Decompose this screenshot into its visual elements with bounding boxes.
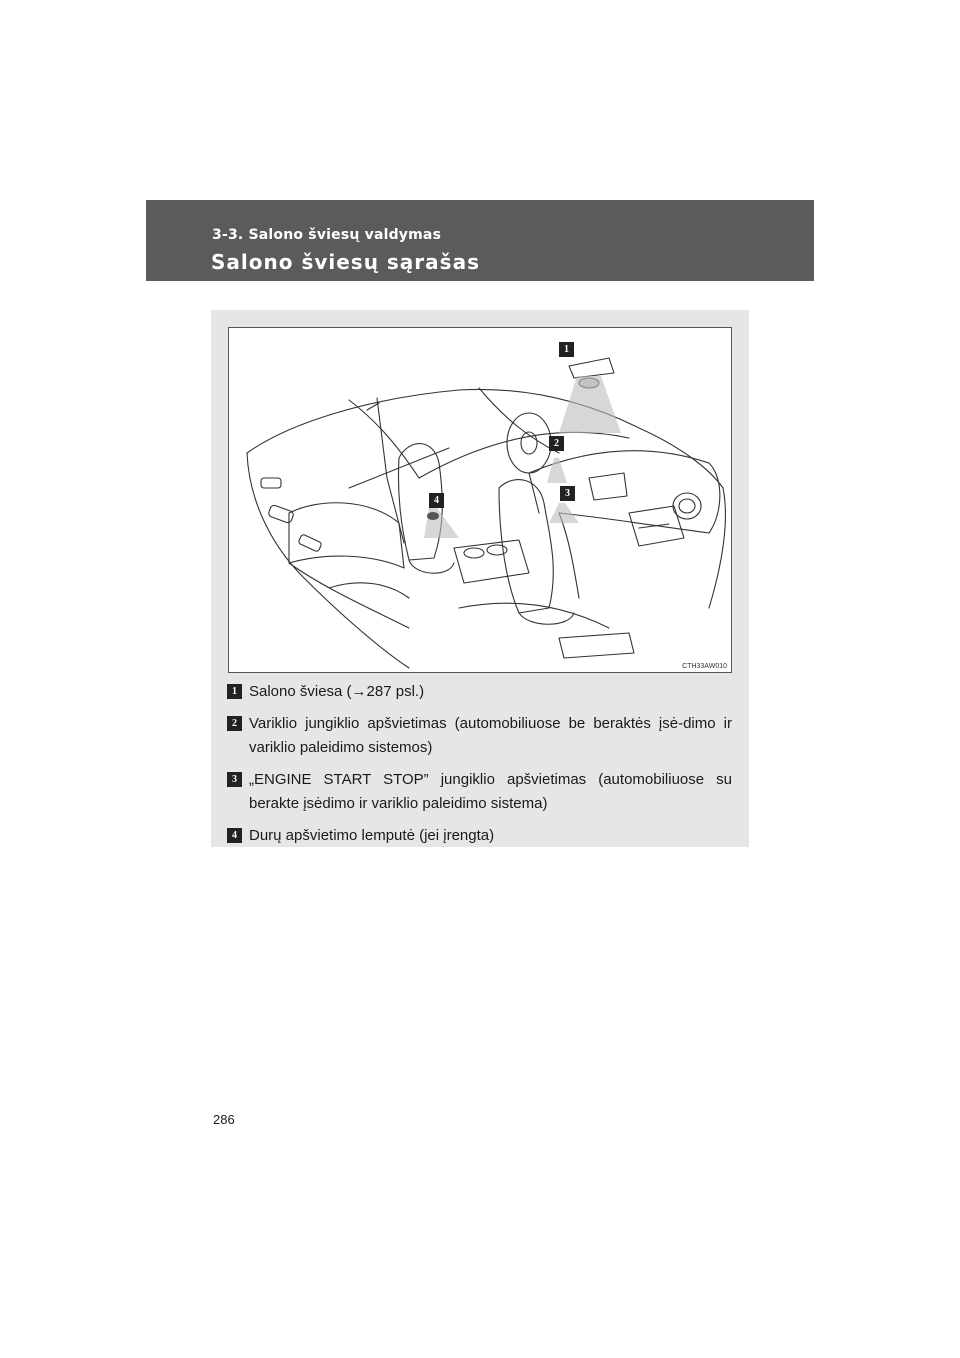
content-panel — [211, 310, 749, 847]
legend-text: Durų apšvietimo lemputė (jei įrengta) — [249, 827, 495, 844]
page-number: 286 — [213, 1112, 235, 1127]
legend-item — [227, 712, 732, 760]
legend-number-badge: 4 — [227, 828, 242, 843]
car-interior-drawing — [229, 328, 732, 673]
legend-item — [227, 824, 732, 848]
legend-number-badge: 2 — [227, 716, 242, 731]
figure-code: CTH33AW010 — [682, 663, 727, 670]
legend-item — [227, 768, 732, 816]
callout-4: 4 — [429, 493, 444, 508]
callout-1: 1 — [559, 342, 574, 357]
page-title: Salono šviesų sąrašas — [211, 250, 480, 274]
section-label: 3-3. Salono šviesų valdymas — [212, 227, 442, 243]
legend-number-badge: 3 — [227, 772, 242, 787]
legend-list — [227, 680, 732, 856]
interior-illustration — [228, 327, 732, 673]
legend-text: Salono šviesa (→287 psl.) — [249, 683, 425, 700]
legend-text: Variklio jungiklio apšvietimas (automobiliuose be beraktės įsė-dimo ir variklio paleidimo sistemos) — [249, 715, 732, 756]
legend-text: „ENGINE START STOP” jungiklio apšvietimas (automobiliuose su berakte įsėdimo ir variklio paleidimo sistema) — [249, 771, 732, 812]
section-header — [146, 200, 814, 281]
callout-3: 3 — [560, 486, 575, 501]
callout-2: 2 — [549, 436, 564, 451]
legend-number-badge: 1 — [227, 684, 242, 699]
legend-item — [227, 680, 732, 704]
